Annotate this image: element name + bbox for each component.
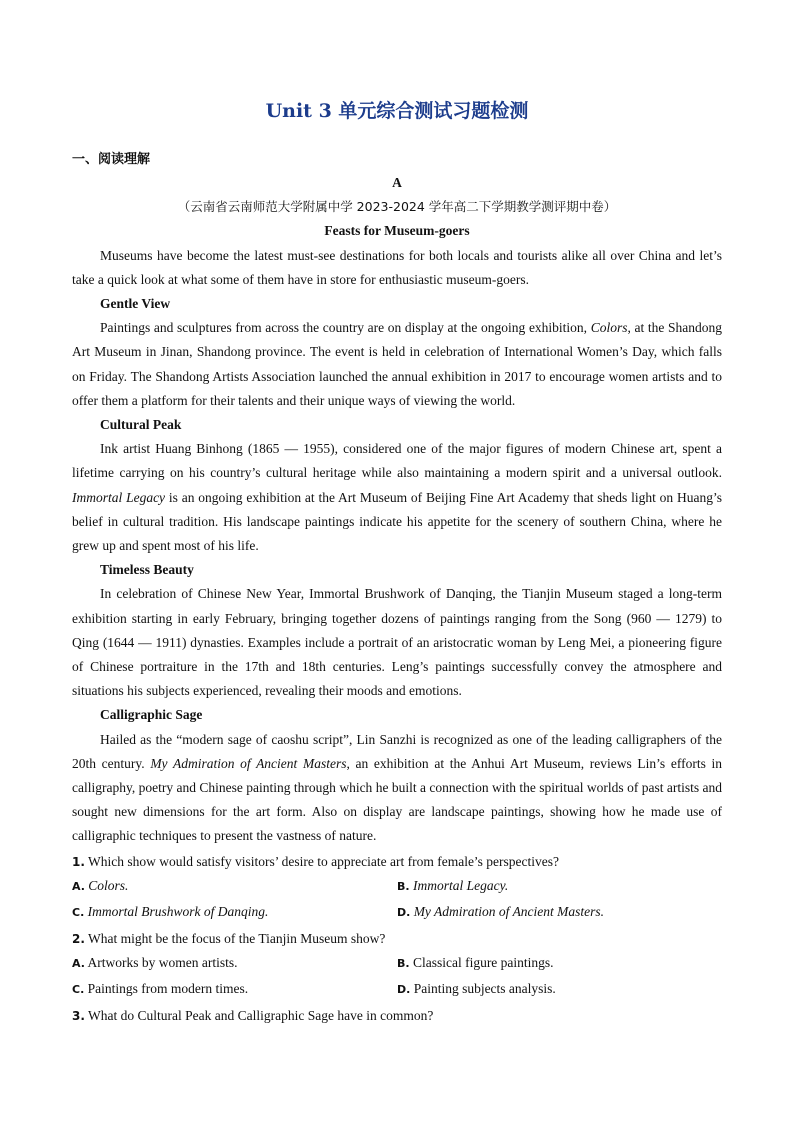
exhibition-title: My Admiration of Ancient Masters	[150, 755, 347, 771]
section-heading: Gentle View	[100, 296, 171, 312]
passage-letter: A	[392, 175, 402, 190]
section-paragraph	[72, 582, 722, 703]
paragraph-text: Paintings and sculptures from across the country are on display at the ongoing exhibition,	[100, 320, 591, 336]
paragraph-text: , an exhibition at the Anhui Art Museum, reviews Lin’s efforts in calligraphy, poetry and Chinese painting through which he built a connection with the spiritual worlds of past artists and sought new dimensions for the art form. Also on display are landscape paintings, showing how he made use of calligraphic techniques to present the vastness of nature.	[72, 755, 723, 844]
question-list	[72, 850, 722, 1029]
paragraph-text: , at the Shandong Art Museum in Jinan, Shandong province. The event is held in celebration of International Women’s Day, which falls on Friday. The Shandong Artists Association launched the annual exhibition in 2017 to encourage women artists and to offer them a platform for their talents and their unique ways of viewing the world.	[72, 320, 722, 408]
answer-option	[397, 874, 722, 899]
option-letter: D.	[397, 983, 411, 997]
exhibition-title: Colors	[590, 320, 628, 336]
section-paragraph	[72, 316, 722, 413]
paragraph-text: Hailed as the “modern sage of caoshu script”, Lin Sanzhi is recognized as one of the leading calligraphers of the 20th century.	[72, 731, 722, 771]
option-text: Paintings from modern times.	[87, 981, 249, 997]
option-text: Classical figure paintings.	[412, 955, 554, 971]
option-letter: C.	[72, 983, 85, 997]
passage-source: （云南省云南师范大学附属中学 2023-2024 学年高二下学期教学测评期中卷）	[177, 199, 617, 215]
option-letter: B.	[397, 957, 410, 971]
question-stem	[72, 850, 722, 874]
option-text: My Admiration of Ancient Masters.	[413, 904, 605, 920]
question-stem	[72, 1004, 722, 1028]
answer-option	[397, 951, 722, 976]
exhibition-title: Immortal Legacy	[72, 489, 166, 505]
paragraph-text: is an ongoing exhibition at the Art Museum of Beijing Fine Art Academy that sheds light on Huang’s belief in cultural tradition. His landscape paintings indicate his appetite for the scenery of southern China, where he grew up and spent most of his life.	[72, 489, 723, 554]
passage-sections	[72, 292, 722, 849]
option-text: Immortal Legacy.	[412, 878, 509, 894]
question-text: Which show would satisfy visitors’ desire to appreciate art from female’s perspectives?	[84, 853, 560, 869]
section-paragraph	[72, 728, 722, 849]
section-heading: Calligraphic Sage	[100, 707, 203, 723]
paragraph-text: In celebration of Chinese New Year, Immortal Brushwork of Danqing, the Tianjin Museum staged a long-term exhibition starting in early February, bringing together dozens of paintings ranging from the Song (960 — 1279) to Qing (1644 — 1911) dynasties. Examples include a portrait of an aristocratic woman by Leng Mei, a pioneering figure of Chinese portraiture in the 17th and 18th centuries. Leng’s paintings successfully convey the atmosphere and situations his subjects experienced, revealing their moods and emotions.	[72, 586, 722, 699]
answer-option	[397, 977, 722, 1002]
paragraph-text: Ink artist Huang Binhong (1865 — 1955), considered one of the major figures of modern Chinese art, spent a lifetime carrying on his country’s cultural heritage while also maintaining a modern spirit and a universal outlook.	[72, 441, 722, 481]
answer-option	[72, 900, 397, 925]
question-stem	[72, 927, 722, 951]
option-text: Painting subjects analysis.	[413, 981, 556, 997]
question-number: 3.	[72, 1009, 85, 1024]
option-text: Artworks by women artists.	[87, 955, 238, 971]
option-row	[72, 977, 722, 1003]
answer-option	[397, 900, 722, 925]
option-text: Immortal Brushwork of Danqing.	[87, 904, 269, 920]
answer-option	[72, 874, 397, 899]
section-label: 一、阅读理解	[72, 152, 151, 167]
option-letter: A.	[72, 957, 85, 971]
answer-option	[72, 951, 397, 976]
reading-content	[72, 171, 722, 1028]
option-letter: A.	[72, 880, 85, 894]
question-text: What do Cultural Peak and Calligraphic Sage have in common?	[84, 1008, 434, 1024]
section-heading: Timeless Beauty	[100, 562, 194, 578]
section-paragraph	[72, 437, 722, 558]
intro-paragraph: Museums have become the latest must-see destinations for both locals and tourists alike all over China and let’s take a quick look at what some of them have in store for enthusiastic museum-goers.	[72, 247, 722, 287]
passage-title: Feasts for Museum-goers	[324, 223, 470, 239]
question-number: 2.	[72, 931, 85, 946]
question-text: What might be the focus of the Tianjin Museum show?	[84, 930, 386, 946]
option-text: Colors.	[88, 878, 129, 894]
option-letter: B.	[397, 880, 410, 894]
option-row	[72, 874, 722, 900]
section-heading: Cultural Peak	[100, 417, 182, 433]
answer-option	[72, 977, 397, 1002]
option-row	[72, 951, 722, 977]
option-letter: C.	[72, 906, 85, 920]
question-number: 1.	[72, 854, 85, 869]
page-title: Unit 3 单元综合测试习题检测	[265, 100, 529, 122]
option-row	[72, 900, 722, 926]
option-letter: D.	[397, 906, 411, 920]
